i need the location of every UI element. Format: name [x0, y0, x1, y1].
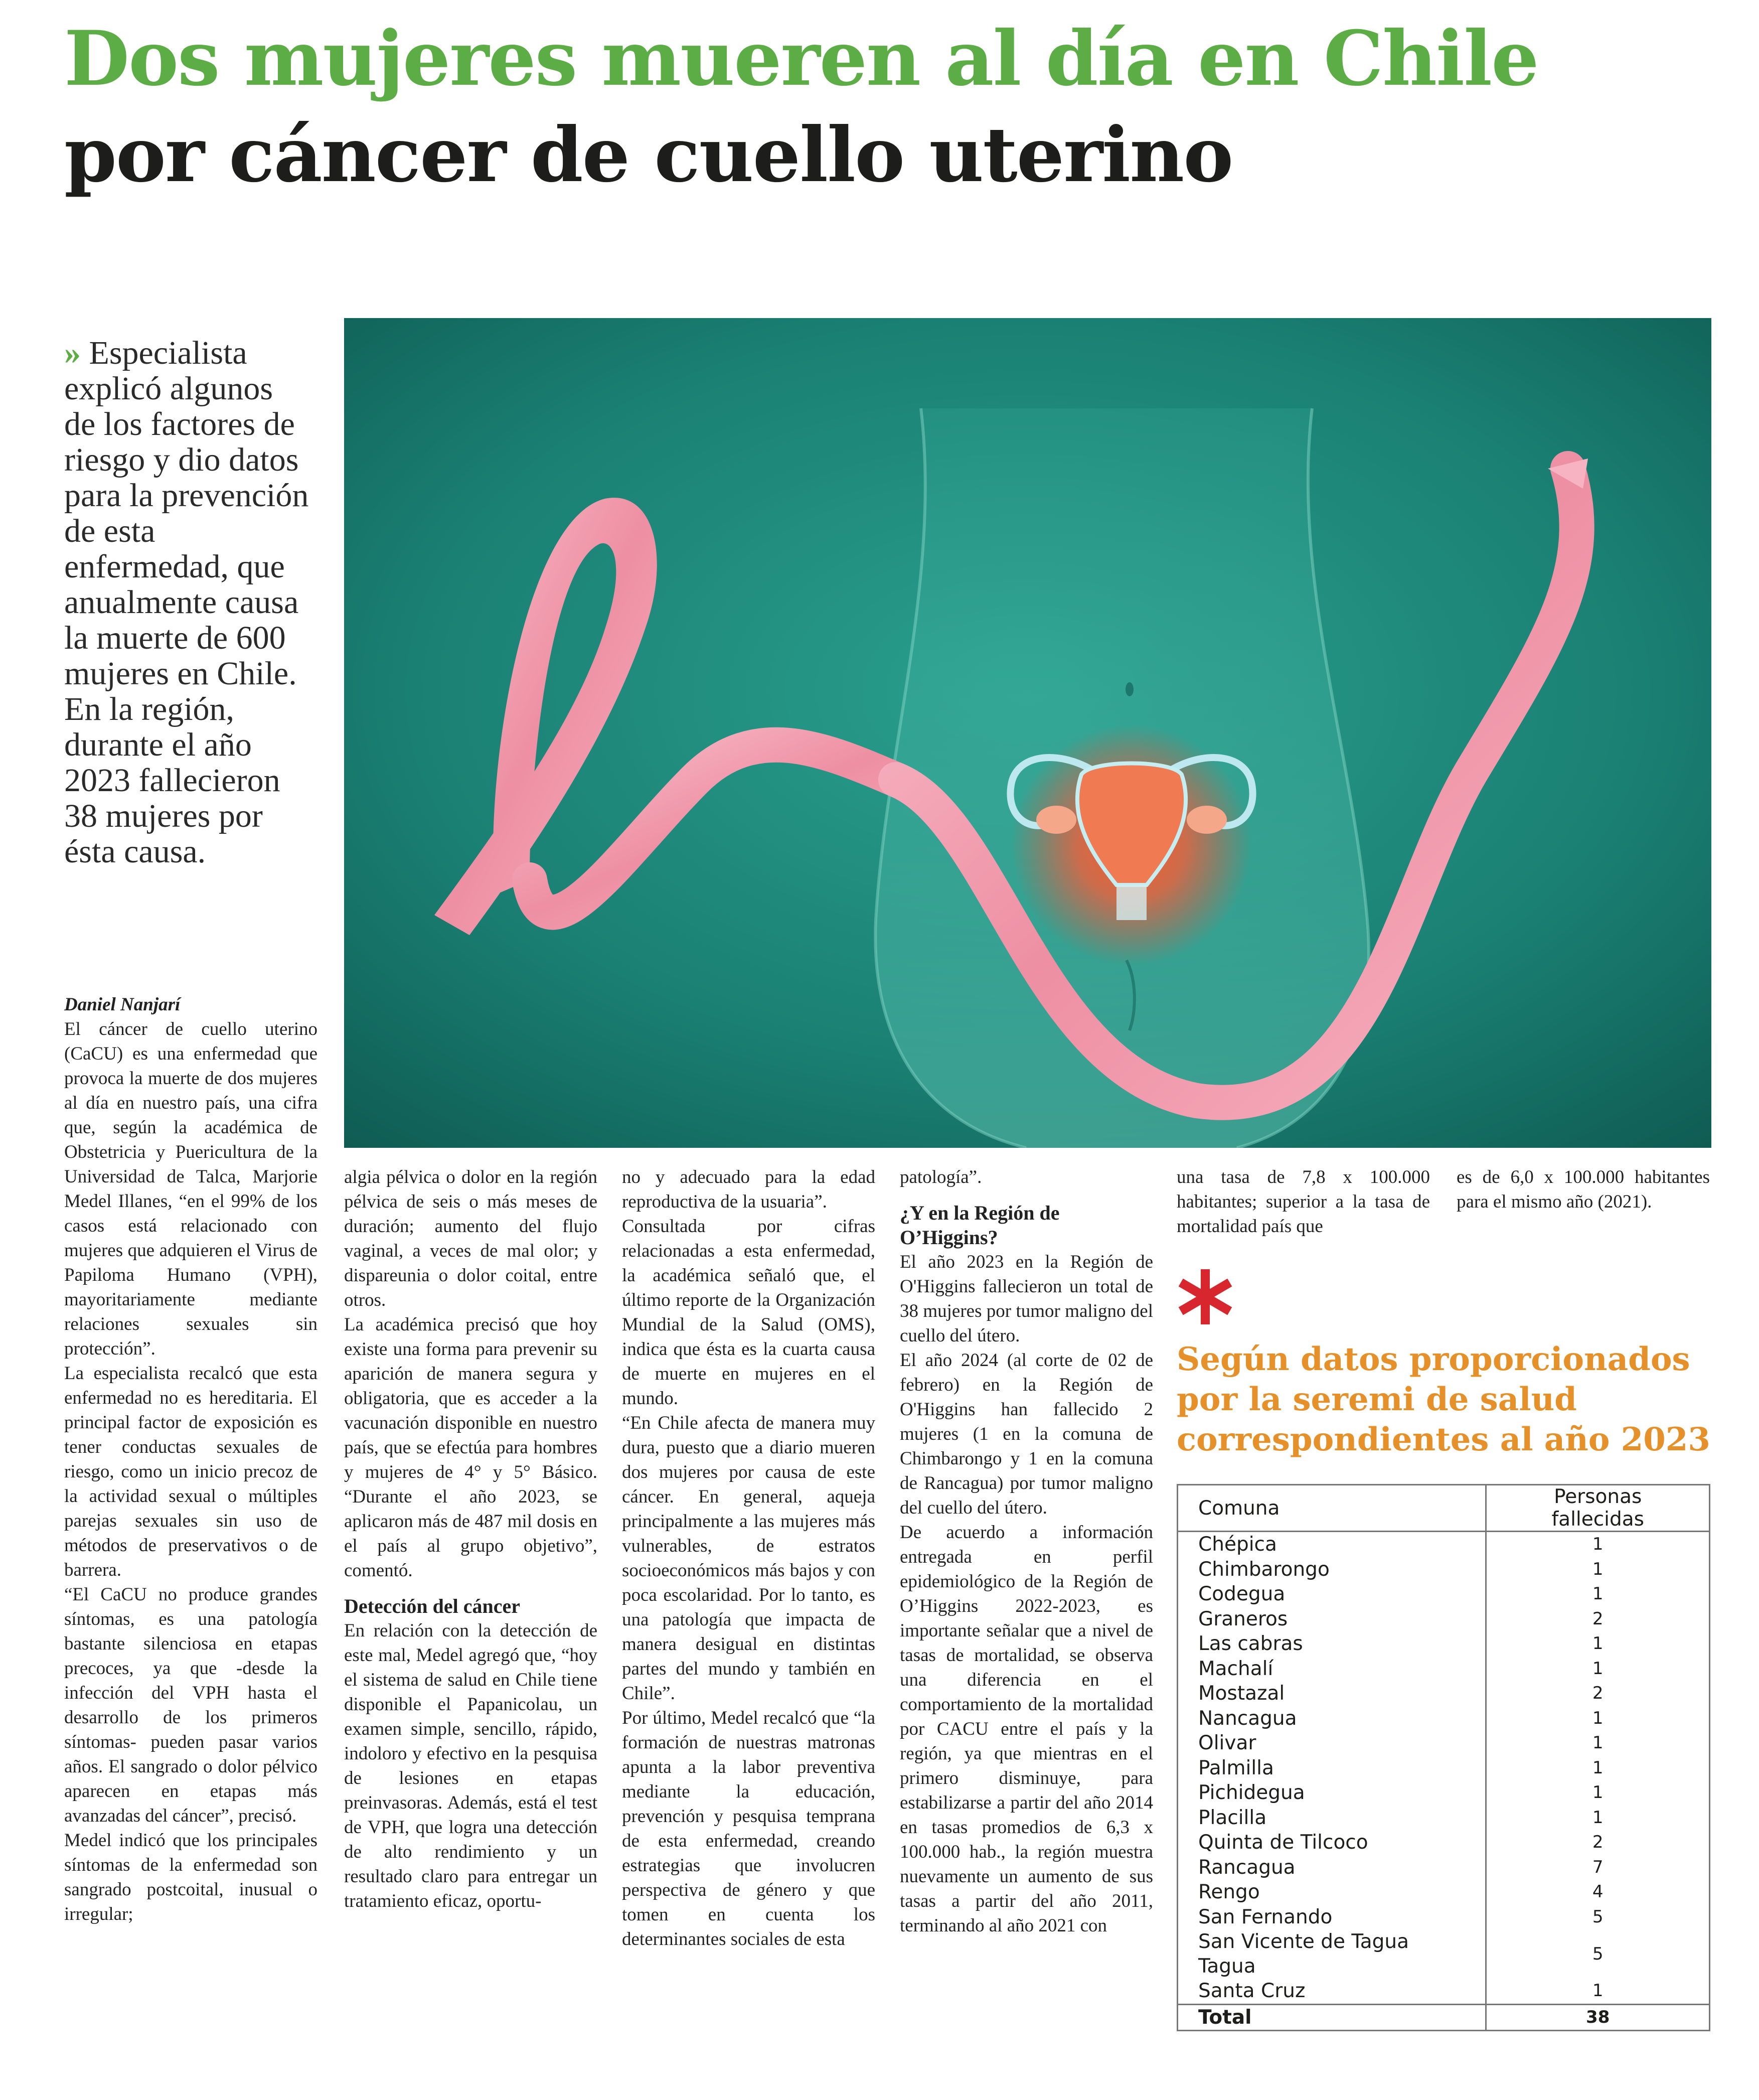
table-row: [1178, 1557, 1710, 1582]
lead-summary: [64, 335, 310, 869]
table-row: [1178, 1756, 1710, 1781]
table-row: [1178, 1929, 1710, 1979]
comuna-cell: Nancagua: [1198, 1707, 1297, 1730]
table-row: [1178, 1855, 1710, 1880]
comuna-cell: Quinta de Tilcoco: [1198, 1831, 1368, 1854]
article-column-2: [344, 1165, 597, 1913]
table-row: [1178, 1532, 1710, 1557]
article-column-3: [622, 1165, 875, 1952]
lead-marker: »: [64, 335, 81, 371]
paragraph: “El CaCU no produce grandes síntomas, es una patología bastante silenciosa en etapas precoces, ya que -desde la infección del VPH hasta el desarrollo de los primeros síntomas- pueden pasar varios años. El sangrado o dolor pélvico aparecen en etapas más avanzadas del cáncer”, precisó.: [64, 1584, 317, 1826]
paragraph: algia pélvica o dolor en la región pélvica de seis o más meses de duración; aumento del flujo vaginal, a veces de mal olor; y dispareunia o dolor coital, entre otros.: [344, 1167, 597, 1310]
comuna-cell: Rancagua: [1198, 1856, 1296, 1879]
fallecidas-cell: 4: [1486, 1880, 1710, 1905]
fallecidas-cell: 7: [1486, 1855, 1710, 1880]
header-comuna: Comuna: [1178, 1485, 1486, 1532]
comuna-cell: San Vicente de Tagua Tagua: [1198, 1930, 1409, 1978]
comuna-cell: Las cabras: [1198, 1632, 1303, 1656]
deaths-by-comuna-table: [1177, 1484, 1710, 2031]
comuna-cell: Palmilla: [1198, 1756, 1274, 1779]
table-row: [1178, 1681, 1710, 1706]
paragraph: no y adecuado para la edad reproductiva de la usuaria”.: [622, 1167, 875, 1212]
comuna-cell: Placilla: [1198, 1806, 1267, 1829]
paragraph: De acuerdo a información entregada en perfil epidemiológico de la Región de O’Higgins 2022-2023, es importante señalar que a nivel de tasas de mortalidad, se observa una diferencia en el comportamiento de la mortalidad por CACU entre el país y la región, ya que mientras en el primero disminuye, para estabilizarse a partir del año 2014 en tasas promedios de 6,3 x 100.000 hab., la región muestra nuevamente un aumento de sus tasas a partir del año 2011, terminando al año 2021 con: [900, 1522, 1153, 1936]
table-row: [1178, 1607, 1710, 1632]
comuna-cell: San Fernando: [1198, 1905, 1333, 1928]
fallecidas-cell: 2: [1486, 1607, 1710, 1632]
article-column-6: [1457, 1165, 1710, 1214]
paragraph: La especialista recalcó que esta enfermedad no es hereditaria. El principal factor de exposición es tener conductas sexuales de riesgo, como un inicio precoz de la actividad sexual o múltiples parejas sexuales sin uso de métodos de preservativos o de barrera.: [64, 1363, 317, 1580]
header-personas-fallecidas: Personas fallecidas: [1486, 1485, 1710, 1532]
fallecidas-cell: 5: [1486, 1905, 1710, 1930]
fallecidas-cell: 1: [1486, 1806, 1710, 1831]
fallecidas-cell: 1: [1486, 1631, 1710, 1657]
byline: Daniel Nanjarí: [64, 994, 181, 1015]
table-total-row: [1178, 2004, 1710, 2031]
paragraph: es de 6,0 x 100.000 habitantes para el mismo año (2021).: [1457, 1167, 1710, 1212]
pink-ribbon-uterus-illustration: [344, 318, 1711, 1148]
table-row: [1178, 1780, 1710, 1806]
fallecidas-cell: 1: [1486, 1657, 1710, 1682]
fallecidas-cell: 1: [1486, 1706, 1710, 1731]
paragraph: El año 2024 (al corte de 02 de febrero) en la Región de O'Higgins han fallecido 2 mujeres (1 en la comuna de Chimbarongo y 1 en la comuna de Rancagua) por tumor maligno del cuello del útero.: [900, 1350, 1153, 1518]
paragraph: una tasa de 7,8 x 100.000 habitantes; superior a la tasa de mortalidad país que: [1177, 1167, 1430, 1237]
table-row: [1178, 1582, 1710, 1607]
comuna-cell: Machalí: [1198, 1657, 1273, 1680]
table-row: [1178, 1806, 1710, 1831]
article-column-5: [1177, 1165, 1430, 1239]
fallecidas-cell: 2: [1486, 1681, 1710, 1706]
paragraph: La académica precisó que hoy existe una forma para prevenir su aparición de manera segura y obligatoria, que es acceder a la vacunación disponible en nuestro país, que se efectúa para hombres y mujeres de 4° y 5° Básico. “Durante el año 2023, se aplicaron más de 487 mil dosis en el país al grupo objetivo”, comentó.: [344, 1314, 597, 1581]
comuna-cell: Graneros: [1198, 1607, 1288, 1630]
fallecidas-cell: 1: [1486, 1756, 1710, 1781]
paragraph: El año 2023 en la Región de O'Higgins fallecieron un total de 38 mujeres por tumor maligno del cuello del útero.: [900, 1252, 1153, 1346]
asterisk-icon: [1178, 1269, 1233, 1324]
paragraph: “En Chile afecta de manera muy dura, puesto que a diario mueren dos mujeres por causa de este cáncer. En general, aqueja principalmente a las mujeres más vulnerables, de estratos socioeconómicos más bajos y con poca escolaridad. Por lo tanto, es una patología que impacta de manera desigual en distintas partes del mundo y también en Chile”.: [622, 1413, 875, 1704]
fallecidas-cell: 1: [1486, 1780, 1710, 1806]
comuna-cell: Mostazal: [1198, 1682, 1285, 1705]
paragraph: Por último, Medel recalcó que “la formación de nuestras matronas apunta a la labor preventiva mediante la educación, prevención y pesquisa temprana de esta enfermedad, creando estrategias que involucren perspectiva de género y que tomen en cuenta los determinantes sociales de esta: [622, 1708, 875, 1949]
fallecidas-cell: 2: [1486, 1830, 1710, 1855]
table-row: [1178, 1731, 1710, 1756]
table-row: [1178, 1631, 1710, 1657]
table-header-row: [1178, 1485, 1710, 1532]
lead-text: Especialista explicó algunos de los factores de riesgo y dio datos para la prevención de esta enfermedad, que anualmente causa la muerte de 600 mujeres en Chile. En la región, durante el año 2023 fallecieron 38 mujeres por ésta causa.: [64, 335, 309, 870]
paragraph: patología”.: [900, 1167, 982, 1187]
article-column-4: [900, 1165, 1153, 1938]
fallecidas-cell: 1: [1486, 1582, 1710, 1607]
table-row: [1178, 1657, 1710, 1682]
total-label: Total: [1178, 2004, 1486, 2031]
comuna-cell: Olivar: [1198, 1732, 1256, 1755]
fallecidas-cell: 1: [1486, 1731, 1710, 1756]
total-value: 38: [1486, 2004, 1710, 2031]
table-row: [1178, 1880, 1710, 1905]
fallecidas-cell: 1: [1486, 1979, 1710, 2004]
paragraph: En relación con la detección de este mal, Medel agregó que, “hoy el sistema de salud en Chile tiene disponible el Papanicolau, un examen simple, sencillo, rápido, indoloro y efectivo en la pesquisa de lesiones en etapas preinvasoras. Además, está el test de VPH, que logra una detección de alto rendimiento y un resultado claro para entregar un tratamiento eficaz, oportu-: [344, 1620, 597, 1911]
table-title: Según datos proporcionados por la seremi de salud correspondientes al año 2023: [1177, 1340, 1710, 1458]
table-row: [1178, 1706, 1710, 1731]
subheading-ohiggins: ¿Y en la Región de O’Higgins?: [900, 1202, 1060, 1249]
fallecidas-cell: 1: [1486, 1557, 1710, 1582]
paragraph: Consultada por cifras relacionadas a esta enfermedad, la académica señaló que, el último reporte de la Organización Mundial de la Salud (OMS), indica que ésta es la cuarta causa de muerte en mujeres en el mundo.: [622, 1216, 875, 1409]
fallecidas-cell: 1: [1486, 1532, 1710, 1557]
comuna-cell: Codegua: [1198, 1583, 1286, 1606]
article-column-1: [64, 992, 317, 1926]
comuna-cell: Pichidegua: [1198, 1781, 1305, 1805]
subheading-deteccion: Detección del cáncer: [344, 1595, 520, 1617]
table-row: [1178, 1979, 1710, 2004]
comuna-cell: Santa Cruz: [1198, 1980, 1306, 2003]
paragraph: Medel indicó que los principales síntomas de la enfermedad son sangrado postcoital, inusual o irregular;: [64, 1830, 317, 1924]
table-row: [1178, 1905, 1710, 1930]
paragraph: El cáncer de cuello uterino (CaCU) es una enfermedad que provoca la muerte de dos mujeres al día en nuestro país, una cifra que, según la académica de Obstetricia y Puericultura de la Universidad de Talca, Marjorie Medel Illanes, “en el 99% de los casos está relacionado con mujeres que adquieren el Virus de Papiloma Humano (VPH), mayoritariamente mediante relaciones sexuales sin protección”.: [64, 1019, 317, 1359]
comuna-cell: Chimbarongo: [1198, 1558, 1330, 1581]
fallecidas-cell: 5: [1486, 1929, 1710, 1979]
comuna-cell: Chépica: [1198, 1533, 1277, 1556]
table-row: [1178, 1830, 1710, 1855]
comuna-cell: Rengo: [1198, 1881, 1260, 1904]
headline-line-2: por cáncer de cuello uterino: [64, 111, 1233, 199]
headline-line-1: Dos mujeres mueren al día en Chile: [64, 15, 1538, 103]
